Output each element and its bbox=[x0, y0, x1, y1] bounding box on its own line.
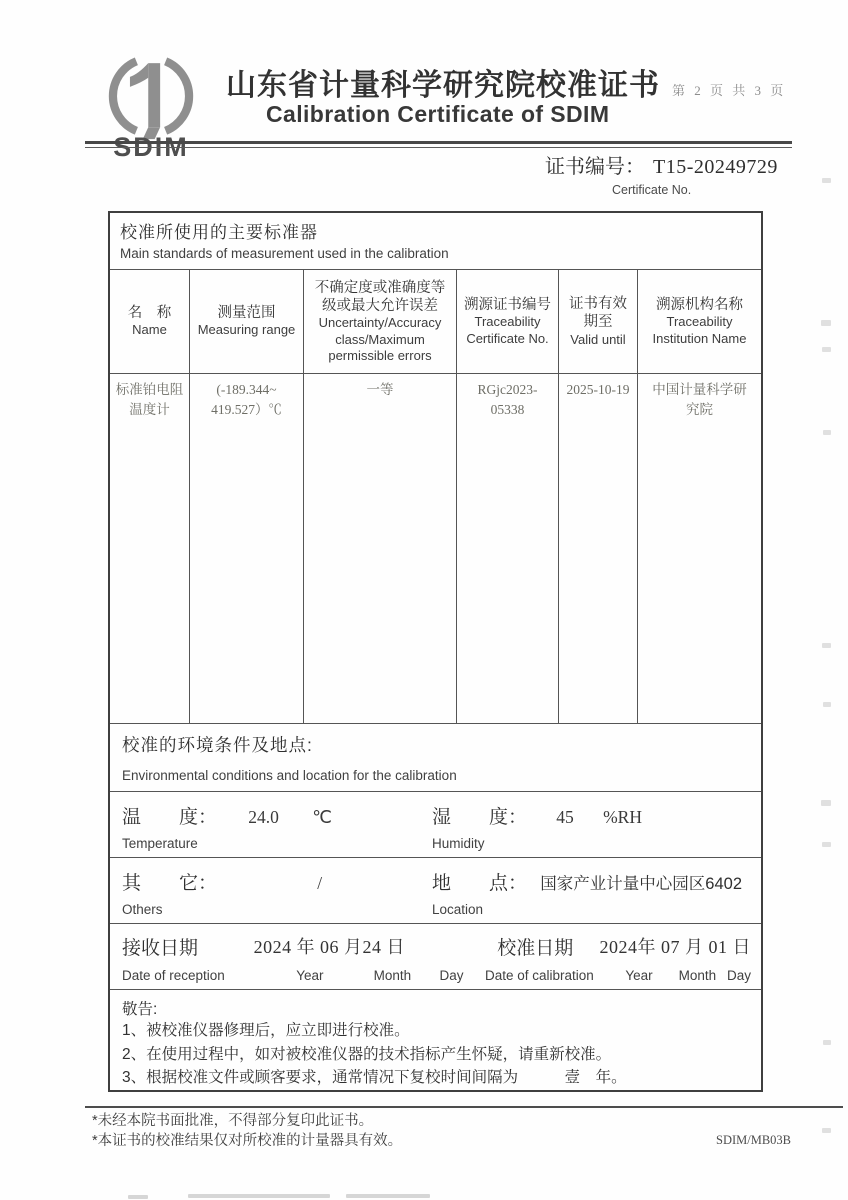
form-code: SDIM/MB03B bbox=[716, 1133, 792, 1147]
standards-header-row bbox=[110, 270, 761, 374]
cell-valid-until: 2025-10-19 bbox=[559, 374, 638, 723]
calibration-date-label-en: Date of calibration bbox=[485, 968, 594, 983]
scan-artifact bbox=[822, 643, 831, 648]
humidity-field bbox=[432, 802, 642, 857]
calibration-month-label: Month bbox=[678, 968, 717, 983]
standards-title-zh: 校准所使用的主要标准器 bbox=[120, 223, 318, 242]
column-header-valid-until: 证书有效期至 Valid until bbox=[559, 270, 638, 373]
reception-year-label: Year bbox=[296, 968, 324, 983]
notice-section bbox=[110, 990, 761, 1090]
humidity-value: 45 bbox=[556, 807, 574, 827]
scan-artifact bbox=[823, 1040, 831, 1045]
column-header-institution: 溯源机构名称 Traceability Institution Name bbox=[652, 296, 747, 346]
cell-standard-name: 标准铂电阻温度计 bbox=[110, 374, 190, 723]
others-value: / bbox=[317, 873, 323, 893]
footer-note-2: *本证书的校准结果仅对所校准的计量器具有效。 bbox=[92, 1133, 403, 1150]
page-number-info: 第 2 页 共 3 页 bbox=[672, 83, 787, 98]
scan-artifact bbox=[821, 320, 831, 326]
calibration-year-label: Year bbox=[625, 968, 653, 983]
scan-artifact bbox=[823, 702, 831, 707]
certificate-title-en: Calibration Certificate of SDIM bbox=[266, 101, 610, 127]
reception-month-label: Month bbox=[373, 968, 412, 983]
page-edge-cutoff-mark bbox=[128, 1195, 148, 1199]
environment-title-zh: 校准的环境条件及地点: bbox=[122, 735, 313, 755]
location-label-zh: 地 点： bbox=[432, 873, 528, 894]
temperature-label-zh: 温 度： bbox=[122, 807, 218, 828]
reception-date-label-en: Date of reception bbox=[122, 968, 225, 983]
cell-institution: 中国计量科学研究院 bbox=[652, 382, 747, 418]
scan-artifact bbox=[822, 1128, 831, 1133]
certificate-title-zh: 山东省计量科学研究院校准证书 bbox=[226, 69, 660, 102]
scan-artifact bbox=[823, 430, 831, 435]
scan-artifact bbox=[822, 178, 831, 183]
notice-item-2: 2、在使用过程中，如对被校准仪器的技术指标产生怀疑，请重新校准。 bbox=[122, 1045, 612, 1063]
column-header-name: 名 称 Name bbox=[110, 270, 190, 373]
cell-measuring-range: (-189.344~ 419.527）℃ bbox=[190, 374, 304, 723]
scan-artifact bbox=[821, 800, 831, 806]
others-label-en: Others bbox=[122, 902, 163, 917]
location-label-en: Location bbox=[432, 902, 484, 917]
temperature-humidity-row bbox=[110, 792, 761, 858]
environment-section-title bbox=[110, 724, 761, 792]
location-field bbox=[432, 868, 742, 923]
standards-data-row bbox=[110, 374, 761, 724]
humidity-label-zh: 湿 度： bbox=[432, 807, 528, 828]
certificate-no-value: T15-20249729 bbox=[653, 156, 778, 178]
footer-note-1: *未经本院书面批准，不得部分复印此证书。 bbox=[92, 1113, 374, 1129]
dates-row bbox=[110, 924, 761, 990]
standards-section-title bbox=[110, 213, 761, 270]
notice-item-3: 3、根据校准文件或顾客要求，通常情况下复校时间间隔为 壹 年。 bbox=[122, 1069, 627, 1087]
reception-date-value: 2024 年 06 月24 日 bbox=[253, 937, 406, 957]
certificate-no-label-zh: 证书编号： bbox=[545, 156, 645, 178]
page-edge-cutoff-mark bbox=[188, 1194, 330, 1198]
column-header-range: 测量范围 Measuring range bbox=[190, 270, 304, 373]
environment-title-en: Environmental conditions and location for the calibration bbox=[122, 768, 457, 783]
temperature-value: 24.0 bbox=[248, 807, 279, 827]
reception-date-label-zh: 接收日期 bbox=[122, 938, 199, 959]
calibration-date-value: 2024年 07 月 01 日 bbox=[599, 937, 752, 957]
footer-notes bbox=[92, 1111, 402, 1152]
notice-title: 敬告: bbox=[122, 1001, 158, 1018]
column-header-cert-no: 溯源证书编号 Traceability Certificate No. bbox=[457, 270, 559, 373]
location-value: 国家产业计量中心园区6402 bbox=[540, 875, 743, 893]
notice-item-1: 1、被校准仪器修理后，应立即进行校准。 bbox=[122, 1022, 410, 1039]
certificate-no-label-en: Certificate No. bbox=[612, 183, 692, 197]
humidity-label-en: Humidity bbox=[432, 836, 485, 851]
cell-traceability-cert-no: RGjc2023-05338 bbox=[457, 374, 559, 723]
reception-day-label: Day bbox=[439, 968, 464, 983]
temperature-label-en: Temperature bbox=[122, 836, 198, 851]
humidity-unit: %RH bbox=[603, 807, 642, 827]
footer-divider bbox=[85, 1106, 843, 1108]
scan-artifact bbox=[822, 842, 831, 847]
cell-uncertainty: 一等 bbox=[304, 374, 457, 723]
calibration-date-label-zh: 校准日期 bbox=[497, 938, 574, 959]
temperature-field bbox=[122, 802, 432, 857]
header-divider bbox=[85, 141, 792, 148]
scan-artifact bbox=[822, 347, 831, 352]
certificate-number-block bbox=[545, 150, 778, 197]
others-field bbox=[122, 868, 432, 923]
sdim-logo-icon bbox=[98, 54, 204, 140]
others-location-row bbox=[110, 858, 761, 924]
page-edge-cutoff-mark bbox=[346, 1194, 430, 1198]
sdim-logo-text: SDIM bbox=[113, 132, 189, 162]
others-label-zh: 其 它： bbox=[122, 873, 218, 894]
temperature-unit: ℃ bbox=[312, 807, 332, 827]
certificate-main-table bbox=[108, 211, 763, 1092]
column-header-uncertainty: 不确定度或准确度等级或最大允许误差 Uncertainty/Accuracy class/Maximum permissible errors bbox=[304, 270, 457, 373]
calibration-day-label: Day bbox=[727, 968, 752, 983]
standards-title-en: Main standards of measurement used in the calibration bbox=[120, 246, 449, 261]
